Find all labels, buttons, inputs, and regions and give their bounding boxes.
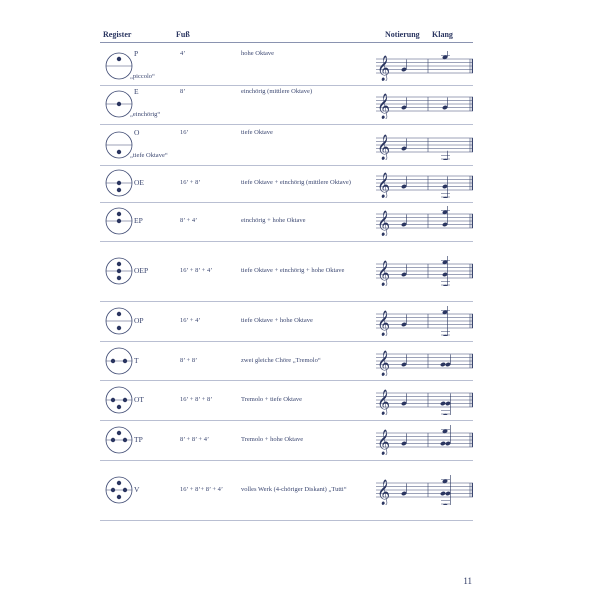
foot-value: 16’ + 4’ bbox=[180, 317, 201, 324]
sound-description: tiefe Oktave + einchörig + hohe Oktave bbox=[241, 267, 345, 274]
header-register: Register bbox=[103, 30, 132, 39]
register-dot-right bbox=[123, 359, 127, 363]
foot-value: 4’ bbox=[180, 50, 186, 57]
register-dot-top bbox=[117, 262, 121, 266]
foot-value: 16’ + 8’ + 4’ bbox=[180, 267, 213, 274]
register-name: E bbox=[134, 87, 139, 96]
music-staff bbox=[376, 51, 473, 81]
register-symbol-icon bbox=[104, 306, 134, 336]
register-symbol-icon bbox=[104, 256, 134, 286]
treble-clef-icon: 𝄞 bbox=[377, 311, 391, 336]
register-dot-top bbox=[117, 431, 121, 435]
table-row bbox=[100, 306, 473, 336]
treble-clef-icon: 𝄞 bbox=[377, 351, 391, 376]
table-row bbox=[100, 385, 473, 415]
sound-description: tiefe Oktave + einchörig (mittlere Oktave) bbox=[241, 179, 351, 186]
music-staff bbox=[376, 206, 473, 236]
register-name: V bbox=[134, 485, 140, 494]
music-staff bbox=[376, 89, 473, 119]
register-dot-mid bbox=[117, 102, 121, 106]
foot-value: 8’ + 8’ + 4’ bbox=[180, 436, 210, 443]
table-row bbox=[100, 475, 473, 505]
treble-clef-icon: 𝄞 bbox=[377, 173, 391, 198]
table-row bbox=[100, 425, 473, 455]
header-notierung: Notierung bbox=[385, 30, 420, 39]
sound-description: einchörig (mittlere Oktave) bbox=[241, 88, 313, 95]
row-divider bbox=[100, 520, 473, 521]
sounding-note-mid2 bbox=[440, 401, 446, 406]
register-dot-bottom bbox=[117, 276, 121, 280]
register-symbol-icon bbox=[104, 346, 134, 376]
music-staff bbox=[376, 425, 473, 455]
register-dot-mid bbox=[117, 269, 121, 273]
register-name: OEP bbox=[134, 266, 149, 275]
register-name: T bbox=[134, 356, 139, 365]
table-row bbox=[100, 130, 473, 160]
table-top-rule bbox=[100, 42, 473, 43]
register-dot-bottom bbox=[117, 150, 121, 154]
register-dot-right bbox=[123, 438, 127, 442]
register-nickname: „tiefe Oktave“ bbox=[130, 152, 168, 159]
register-dot-bottom bbox=[117, 188, 121, 192]
register-name: TP bbox=[134, 435, 143, 444]
sound-description: tiefe Oktave bbox=[241, 129, 273, 136]
register-name: O bbox=[134, 128, 140, 137]
sound-description: volles Werk (4-chöriger Diskant) „Tutti“ bbox=[241, 486, 347, 493]
sounding-note-mid2 bbox=[440, 362, 446, 367]
register-name: OT bbox=[134, 395, 144, 404]
treble-clef-icon: 𝄞 bbox=[377, 480, 391, 505]
row-divider bbox=[100, 241, 473, 242]
register-dot-left bbox=[111, 488, 115, 492]
register-name: P bbox=[134, 49, 139, 58]
table-row bbox=[100, 89, 473, 119]
sounding-note-mid2 bbox=[440, 491, 446, 496]
table-row bbox=[100, 51, 473, 81]
register-symbol-icon bbox=[104, 425, 134, 455]
register-dot-right bbox=[123, 398, 127, 402]
table-row bbox=[100, 206, 473, 236]
music-staff bbox=[376, 475, 473, 505]
treble-clef-icon: 𝄞 bbox=[377, 135, 391, 160]
register-symbol-icon bbox=[104, 475, 134, 505]
register-dot-mid bbox=[117, 181, 121, 185]
table-row bbox=[100, 256, 473, 286]
register-symbol-icon bbox=[104, 206, 134, 236]
row-divider bbox=[100, 460, 473, 461]
register-name: OP bbox=[134, 316, 144, 325]
row-divider bbox=[100, 301, 473, 302]
register-name: EP bbox=[134, 216, 143, 225]
music-staff bbox=[376, 346, 473, 376]
register-dot-top bbox=[117, 312, 121, 316]
sound-description: tiefe Oktave + hohe Oktave bbox=[241, 317, 313, 324]
register-dot-top bbox=[117, 481, 121, 485]
sound-description: hohe Oktave bbox=[241, 50, 275, 57]
table-row bbox=[100, 346, 473, 376]
foot-value: 8’ + 8’ bbox=[180, 357, 198, 364]
music-staff bbox=[376, 130, 473, 160]
sound-description: zwei gleiche Chöre „Tremolo“ bbox=[241, 357, 321, 364]
row-divider bbox=[100, 85, 473, 86]
register-dot-top bbox=[117, 212, 121, 216]
register-dot-bottom bbox=[117, 495, 121, 499]
foot-value: 8’ bbox=[180, 88, 186, 95]
row-divider bbox=[100, 165, 473, 166]
register-dot-top bbox=[117, 57, 121, 61]
music-staff bbox=[376, 306, 473, 336]
register-dot-mid bbox=[117, 219, 121, 223]
music-staff bbox=[376, 168, 473, 198]
foot-value: 16’ + 8’ + 8’ bbox=[180, 396, 213, 403]
treble-clef-icon: 𝄞 bbox=[377, 94, 391, 119]
row-divider bbox=[100, 380, 473, 381]
register-dot-bottom bbox=[117, 326, 121, 330]
register-symbol-icon bbox=[104, 168, 134, 198]
row-divider bbox=[100, 124, 473, 125]
treble-clef-icon: 𝄞 bbox=[377, 211, 391, 236]
register-nickname: „piccolo“ bbox=[130, 73, 155, 80]
register-dot-left bbox=[111, 398, 115, 402]
register-dot-left bbox=[111, 438, 115, 442]
foot-value: 16’ + 8’ bbox=[180, 179, 201, 186]
row-divider bbox=[100, 341, 473, 342]
row-divider bbox=[100, 420, 473, 421]
music-staff bbox=[376, 256, 473, 286]
table-row bbox=[100, 168, 473, 198]
foot-value: 16’ + 8’+ 8’ + 4’ bbox=[180, 486, 224, 493]
treble-clef-icon: 𝄞 bbox=[377, 390, 391, 415]
register-symbol-icon bbox=[104, 385, 134, 415]
page-number: 11 bbox=[463, 576, 472, 586]
register-dot-right bbox=[123, 488, 127, 492]
treble-clef-icon: 𝄞 bbox=[377, 430, 391, 455]
register-dot-left bbox=[111, 359, 115, 363]
foot-value: 16’ bbox=[180, 129, 189, 136]
sounding-note-mid2 bbox=[440, 441, 446, 446]
sound-description: einchörig + hohe Oktave bbox=[241, 217, 306, 224]
foot-value: 8’ + 4’ bbox=[180, 217, 198, 224]
register-name: OE bbox=[134, 178, 144, 187]
sound-description: Tremolo + hohe Oktave bbox=[241, 436, 304, 443]
register-nickname: „einchörig“ bbox=[130, 111, 161, 118]
row-divider bbox=[100, 202, 473, 203]
treble-clef-icon: 𝄞 bbox=[377, 261, 391, 286]
music-staff bbox=[376, 385, 473, 415]
header-fuss: Fuß bbox=[176, 30, 190, 39]
treble-clef-icon: 𝄞 bbox=[377, 56, 391, 81]
header-klang: Klang bbox=[432, 30, 453, 39]
sound-description: Tremolo + tiefe Oktave bbox=[241, 396, 303, 403]
register-dot-bottom bbox=[117, 405, 121, 409]
